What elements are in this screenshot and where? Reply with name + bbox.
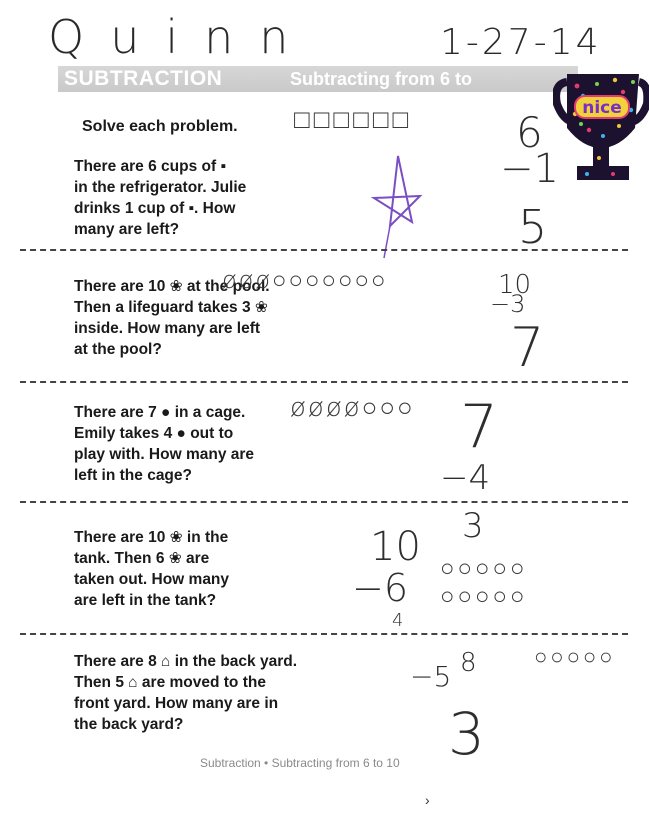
- handwritten-date: 1-27-14: [440, 22, 602, 63]
- subtrahend: −5: [410, 660, 452, 693]
- problem-text-line: at the pool?: [74, 341, 162, 358]
- word-problem-5: [74, 651, 354, 735]
- problem-text-line: in the refrigerator. Julie: [74, 179, 247, 196]
- student-name: Quinn: [48, 10, 315, 64]
- problem-text-line: front yard. How many are in: [74, 695, 279, 712]
- problem-text-line: many are left?: [74, 221, 180, 238]
- minuend: 7: [460, 392, 499, 462]
- subtrahend: −4: [440, 458, 491, 498]
- trophy-sticker: [553, 66, 649, 196]
- minuend: 10: [498, 270, 532, 300]
- problem-text-line: inside. How many are left: [74, 320, 261, 337]
- problem-text-line: left in the cage?: [74, 467, 192, 484]
- difference: 7: [510, 316, 545, 379]
- problem-text-line: drinks 1 cup of ▪. How: [74, 200, 236, 217]
- word-problem-1: [74, 156, 354, 240]
- subtrahend: −6: [352, 566, 409, 610]
- difference: 3: [448, 700, 485, 768]
- page-footer: Subtraction • Subtracting from 6 to 10: [200, 756, 400, 770]
- minuend: 10: [370, 524, 421, 570]
- banner-subtitle: Subtracting from 6 to: [290, 69, 473, 89]
- problem-text-line: the back yard?: [74, 716, 184, 733]
- difference: 3: [462, 506, 484, 546]
- stray-pencil-mark: ›: [425, 792, 430, 808]
- sticker-label: nice: [582, 98, 622, 118]
- section-banner: [58, 66, 578, 92]
- problem-text-line: There are 6 cups of ▪: [74, 158, 226, 175]
- problem-text-line: tank. Then 6 ❀ are: [74, 550, 210, 567]
- problem-text-line: Emily takes 4 ● out to: [74, 425, 234, 442]
- star-mark-icon: [368, 152, 424, 262]
- problem-text-line: There are 8 ⌂ in the back yard.: [74, 653, 298, 670]
- problem-text-line: Then 5 ⌂ are moved to the: [74, 674, 266, 691]
- tally-marks: ○○○○○: [440, 554, 528, 582]
- word-problem-4: [74, 527, 354, 611]
- problem-text-line: There are 7 ● in a cage.: [74, 404, 246, 421]
- banner-title: SUBTRACTION: [64, 67, 223, 90]
- problem-text-line: are left in the tank?: [74, 592, 217, 609]
- tally-marks: ○○○○○: [534, 645, 616, 670]
- problem-text-line: play with. How many are: [74, 446, 255, 463]
- problem-text-line: taken out. How many: [74, 571, 230, 588]
- subtrahend: −3: [490, 290, 526, 318]
- trophy-icon: [553, 66, 649, 196]
- dashed-divider: [20, 249, 628, 251]
- difference: 5: [518, 200, 548, 254]
- problem-text-line: Then a lifeguard takes 3 ❀: [74, 299, 268, 316]
- problem-text-line: There are 10 ❀ at the pool.: [74, 278, 270, 295]
- instructions: Solve each problem.: [82, 118, 238, 135]
- problem-text-line: There are 10 ❀ in the: [74, 529, 229, 546]
- tally-marks: ○○○○○: [440, 582, 528, 610]
- dashed-divider: [20, 633, 628, 635]
- minuend: 6: [516, 108, 543, 157]
- tally-marks: øøø○○○○○○○: [222, 266, 388, 294]
- difference: 4: [392, 610, 404, 631]
- minuend: 8: [460, 648, 477, 678]
- tally-marks: øøøø○○○: [290, 393, 415, 423]
- subtrahend: −1: [500, 146, 559, 192]
- dashed-divider: [20, 381, 628, 383]
- dashed-divider: [20, 501, 628, 503]
- tally-marks: □□□□□□: [294, 105, 413, 135]
